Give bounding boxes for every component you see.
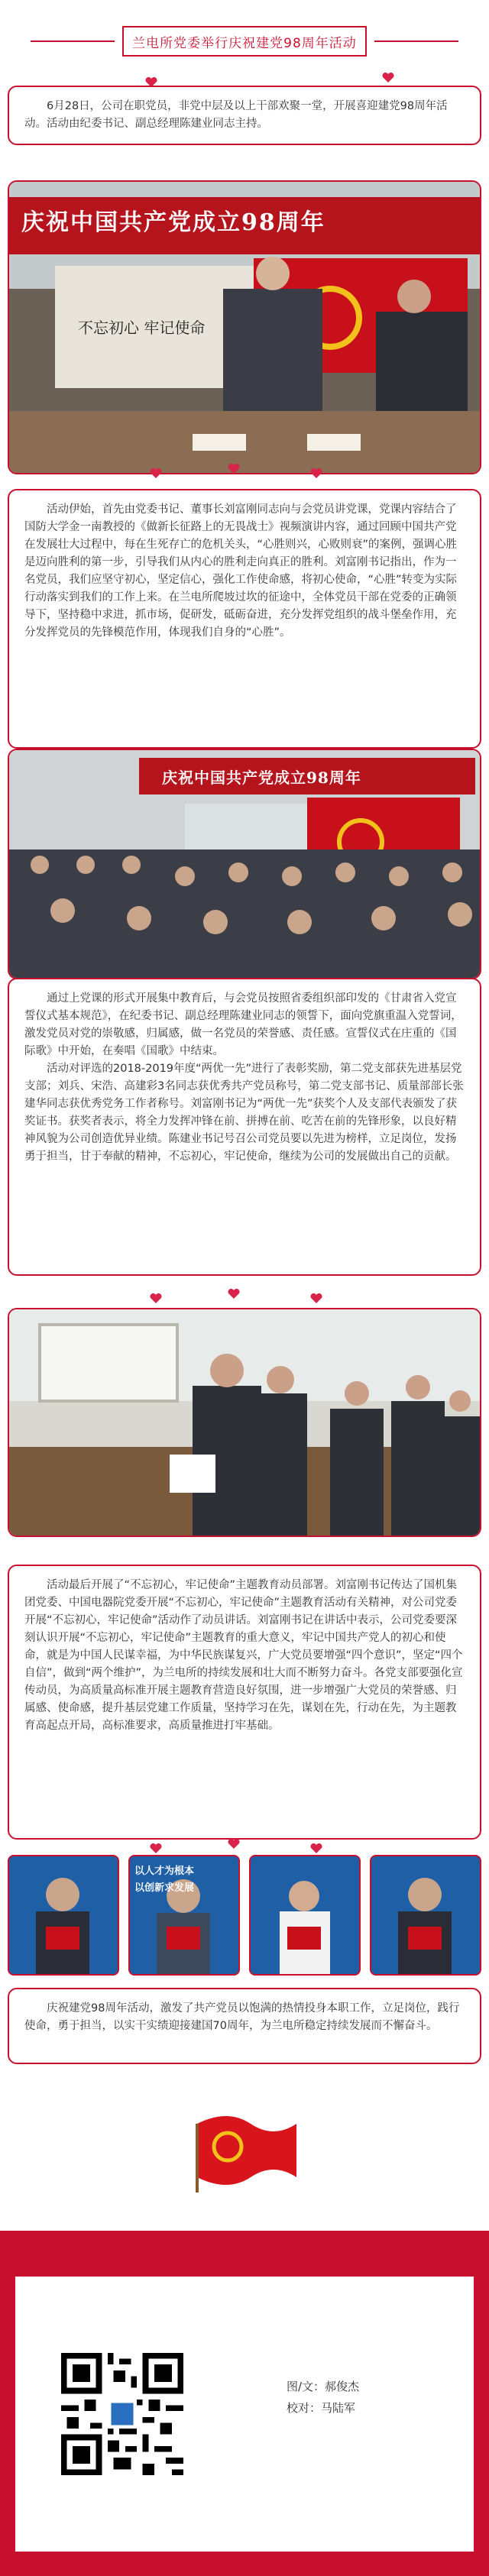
award-photo bbox=[249, 1855, 361, 1976]
banner-text: 庆祝中国共产党成立98周年 bbox=[162, 769, 361, 787]
heart-icon bbox=[310, 1843, 322, 1853]
photo-lecture bbox=[8, 180, 481, 474]
heart-icon bbox=[310, 468, 322, 478]
closing-card bbox=[8, 1988, 481, 2064]
banner-text: 庆祝中国共产党成立98周年 bbox=[21, 209, 325, 236]
paragraph-4: 活动最后开展了“不忘初心，牢记使命”主题教育动员部署。刘富刚书记传达了国机集团党委、中国电器院党委开展“不忘初心，牢记使命”主题教育活动有关精神，对公司党委开展“不忘初心，牢记使命”活动作了动员讲话。刘富刚书记在讲话中表示，公司党委要深刻认识开展“不忘初心，牢记使命”主题教育的重大意义，牢记中国共产党人的初心和使命，就是为中国人民谋幸福，为中华民族谋复兴，广大党员要增强“四个意识”，坚定“四个自信”，做到“两个维护”，为兰电所的持续发展和壮大而不断努力奋斗。各党支部要强化宣传动员，为高质量高标准开展主题教育营造良好氛围，进一步增强广大党员的荣誉感、归属感、使命感，提升基层党建工作质量，坚持学习在先，谋划在先，行动在先，为主题教育高起点开局，高标准要求，高质量推进打牢基础。 bbox=[24, 1579, 463, 1732]
heart-icon bbox=[150, 468, 162, 478]
party-flag-icon bbox=[189, 2108, 300, 2193]
header bbox=[0, 0, 489, 61]
calligraphy-text: 不忘初心 牢记使命 bbox=[78, 319, 206, 337]
award-photo-image bbox=[9, 1856, 118, 1974]
award-photos-row bbox=[8, 1855, 481, 1976]
page-title: 兰电所党委举行庆祝建党98周年活动 bbox=[132, 35, 357, 51]
photo-oath bbox=[8, 1308, 481, 1537]
award-photo bbox=[128, 1855, 240, 1976]
title-rule-right bbox=[374, 40, 458, 42]
intro-card bbox=[8, 86, 481, 145]
footer bbox=[0, 2231, 489, 2576]
slogan-text: 以创新求发展 bbox=[134, 1882, 195, 1894]
title-box bbox=[122, 26, 367, 57]
footer-panel bbox=[15, 2277, 474, 2552]
photo-oath-image bbox=[9, 1309, 480, 1536]
proof-credit: 校对：马陆军 bbox=[286, 2401, 355, 2415]
title-rule-left bbox=[31, 40, 115, 42]
mobilization-card bbox=[8, 1565, 481, 1840]
heart-icon bbox=[228, 1288, 240, 1299]
oath-card bbox=[8, 978, 481, 1276]
heart-icon bbox=[150, 1843, 162, 1853]
heart-icon bbox=[310, 1293, 322, 1303]
award-photo bbox=[370, 1855, 481, 1976]
award-photo bbox=[8, 1855, 119, 1976]
paragraph-2: 活动伊始，首先由党委书记、董事长刘富刚同志向与会党员讲党课，党课内容结合了国防大学金一南教授的《做新长征路上的无畏战士》视频演讲内容，通过回顾中国共产党在发展壮大过程中，每在生死存亡的危机关头，“心胜则兴，心败则衰”的案例，强调心胜是迈向胜利的第一步，引导我们从内心的胜利走向真正的胜利。刘富刚书记指出，作为一名党员，我们应坚守初心，坚定信心，强化工作使命感，将初心使命，“心胜”转变为实际行动落实到我们的工作上来。在兰电所爬坡过坎的征途中，全体党员干部在党委的正确领导下，坚持稳中求进，抓市场，促研发，砥砺奋进，充分发挥党组织的战斗堡垒作用，充分发挥党员的先锋模范作用，体现我们自身的“心胜”。 bbox=[24, 503, 458, 639]
credits bbox=[287, 2376, 359, 2419]
heart-icon bbox=[150, 1293, 162, 1303]
heart-icon bbox=[228, 463, 240, 474]
qr-code-icon bbox=[61, 2353, 183, 2475]
heart-icon bbox=[228, 1838, 240, 1849]
heart-icon bbox=[382, 72, 394, 83]
award-photo-image bbox=[251, 1856, 359, 1974]
paragraph-1: 6月28日，公司在职党员，非党中层及以上干部欢聚一堂，开展喜迎建党98周年活动。活动由纪委书记、副总经理陈建业同志主持。 bbox=[24, 100, 448, 130]
paragraph-3b: 活动对评选的2018-2019年度“两优一先”进行了表彰奖励，第二党支部获先进基层党支部；刘兵、宋浩、高建彩3名同志获优秀共产党员称号，第二党支部书记、质量部部长张建华同志获优秀党务工作者称号。刘富刚书记为“两优一先”获奖个人及支部代表颁发了获奖证书。获奖者表示，将全力发挥冲锋在前、拼搏在前、吃苦在前的先锋形象，以良好精神风貌为公司创造优异业绩。陈建业书记号召公司党员要以先进为榜样，立足岗位，发扬勇于担当，甘于奉献的精神，不忘初心，牢记使命，继续为公司的发展做出自己的贡献。 bbox=[24, 1063, 464, 1163]
lecture-card bbox=[8, 489, 481, 749]
award-photo-image bbox=[371, 1856, 480, 1974]
photo-audience bbox=[8, 749, 481, 979]
photo-credit: 图/文：郝俊杰 bbox=[286, 2380, 359, 2393]
paragraph-3a: 通过上党课的形式开展集中教育后，与会党员按照省委组织部印发的《甘肃省入党宣誓仪式基本规范》，在纪委书记、副总经理陈建业同志的领誓下，面向党旗重温入党誓词，激发党员对党的崇敬感，归属感，做一名党员的荣誉感、责任感。宣誓仪式在庄重的《国际歌》中开始，在奏唱《国歌》中结束。 bbox=[24, 992, 462, 1057]
slogan-text: 以人才为根本 bbox=[134, 1866, 195, 1877]
paragraph-5: 庆祝建党98周年活动，激发了共产党员以饱满的热情投身本职工作，立足岗位，践行使命，勇于担当，以实干实绩迎接建国70周年，为兰电所稳定持续发展而不懈奋斗。 bbox=[24, 2002, 460, 2032]
